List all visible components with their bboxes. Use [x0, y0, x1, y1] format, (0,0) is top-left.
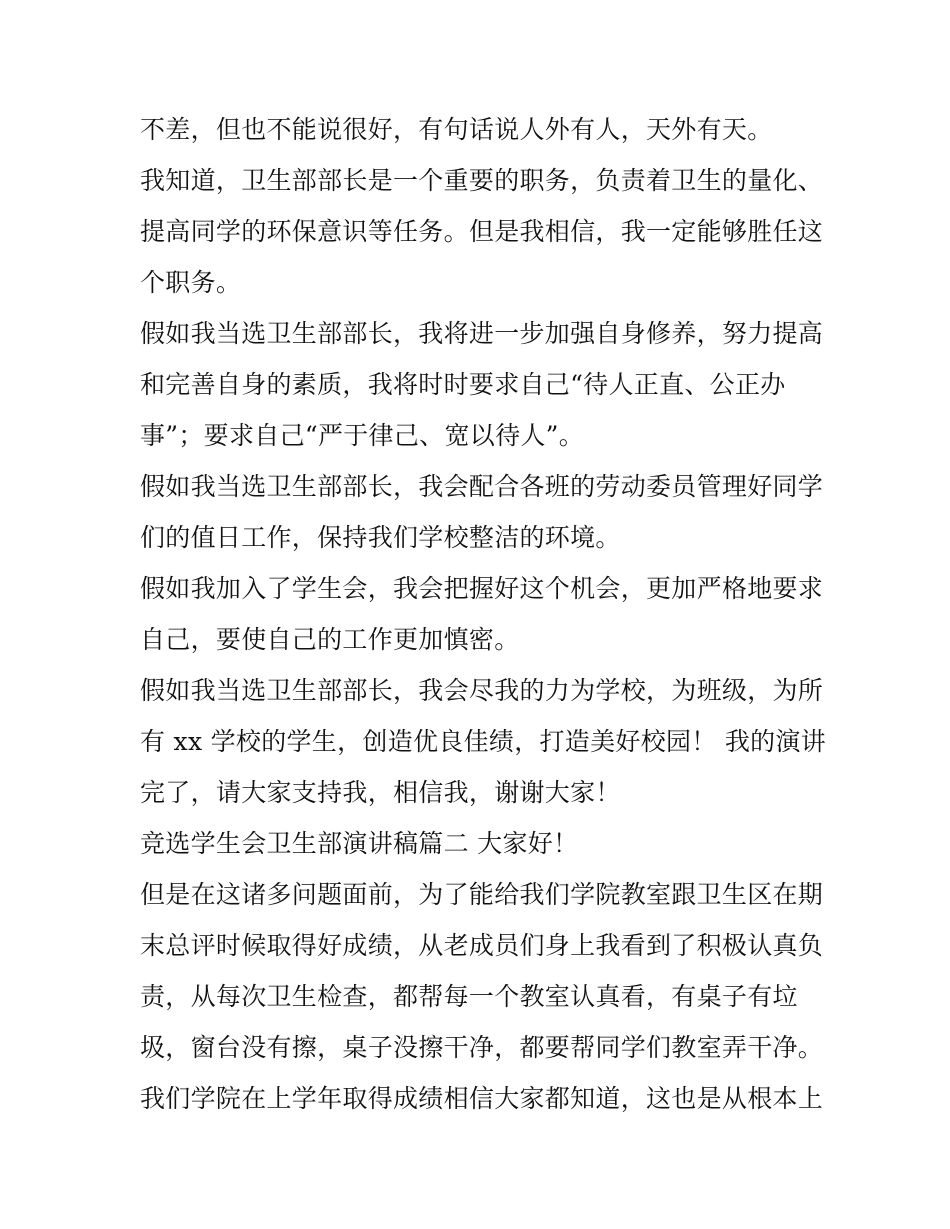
text-line: 假如我当选卫生部部长，我会尽我的力为学校，为班级，为所	[140, 676, 824, 705]
text-line: 圾，窗台没有擦，桌子没擦干净，都要帮同学们教室弄干净。	[140, 1033, 824, 1062]
section-heading-line: 竞选学生会卫生部演讲稿篇二 大家好！	[140, 829, 579, 858]
text-line: 不差，但也不能说很好，有句话说人外有人，天外有天。	[140, 115, 773, 144]
text-line: 末总评时候取得好成绩，从老成员们身上我看到了积极认真负	[140, 931, 824, 960]
text-line: 但是在这诸多问题面前，为了能给我们学院教室跟卫生区在期	[140, 880, 824, 909]
text-line: 自己，要使自己的工作更加慎密。	[140, 625, 520, 654]
text-line: 和完善自身的素质，我将时时要求自己“待人正直、公正办	[140, 370, 786, 399]
text-line: 我知道，卫生部部长是一个重要的职务，负责着卫生的量化、	[140, 166, 824, 195]
text-line: 假如我当选卫生部部长，我将进一步加强自身修养，努力提高	[140, 319, 824, 348]
text-line: 假如我当选卫生部部长，我会配合各班的劳动委员管理好同学	[140, 472, 824, 501]
text-line: 事”；要求自己“严于律己、宽以待人”。	[140, 421, 585, 450]
text-line: 提高同学的环保意识等任务。但是我相信，我一定能够胜任这	[140, 217, 824, 246]
text-line: 个职务。	[140, 268, 242, 297]
text-line: 们的值日工作，保持我们学校整洁的环境。	[140, 523, 621, 552]
text-line: 完了，请大家支持我，相信我，谢谢大家！	[140, 778, 621, 807]
text-line: 我们学院在上学年取得成绩相信大家都知道，这也是从根本上	[140, 1084, 824, 1113]
text-line: 有 xx 学校的学生，创造优良佳绩，打造美好校园！ 我的演讲	[140, 727, 827, 756]
text-line: 假如我加入了学生会，我会把握好这个机会，更加严格地要求	[140, 574, 824, 603]
text-line: 责，从每次卫生检查，都帮每一个教室认真看，有桌子有垃	[140, 982, 798, 1011]
